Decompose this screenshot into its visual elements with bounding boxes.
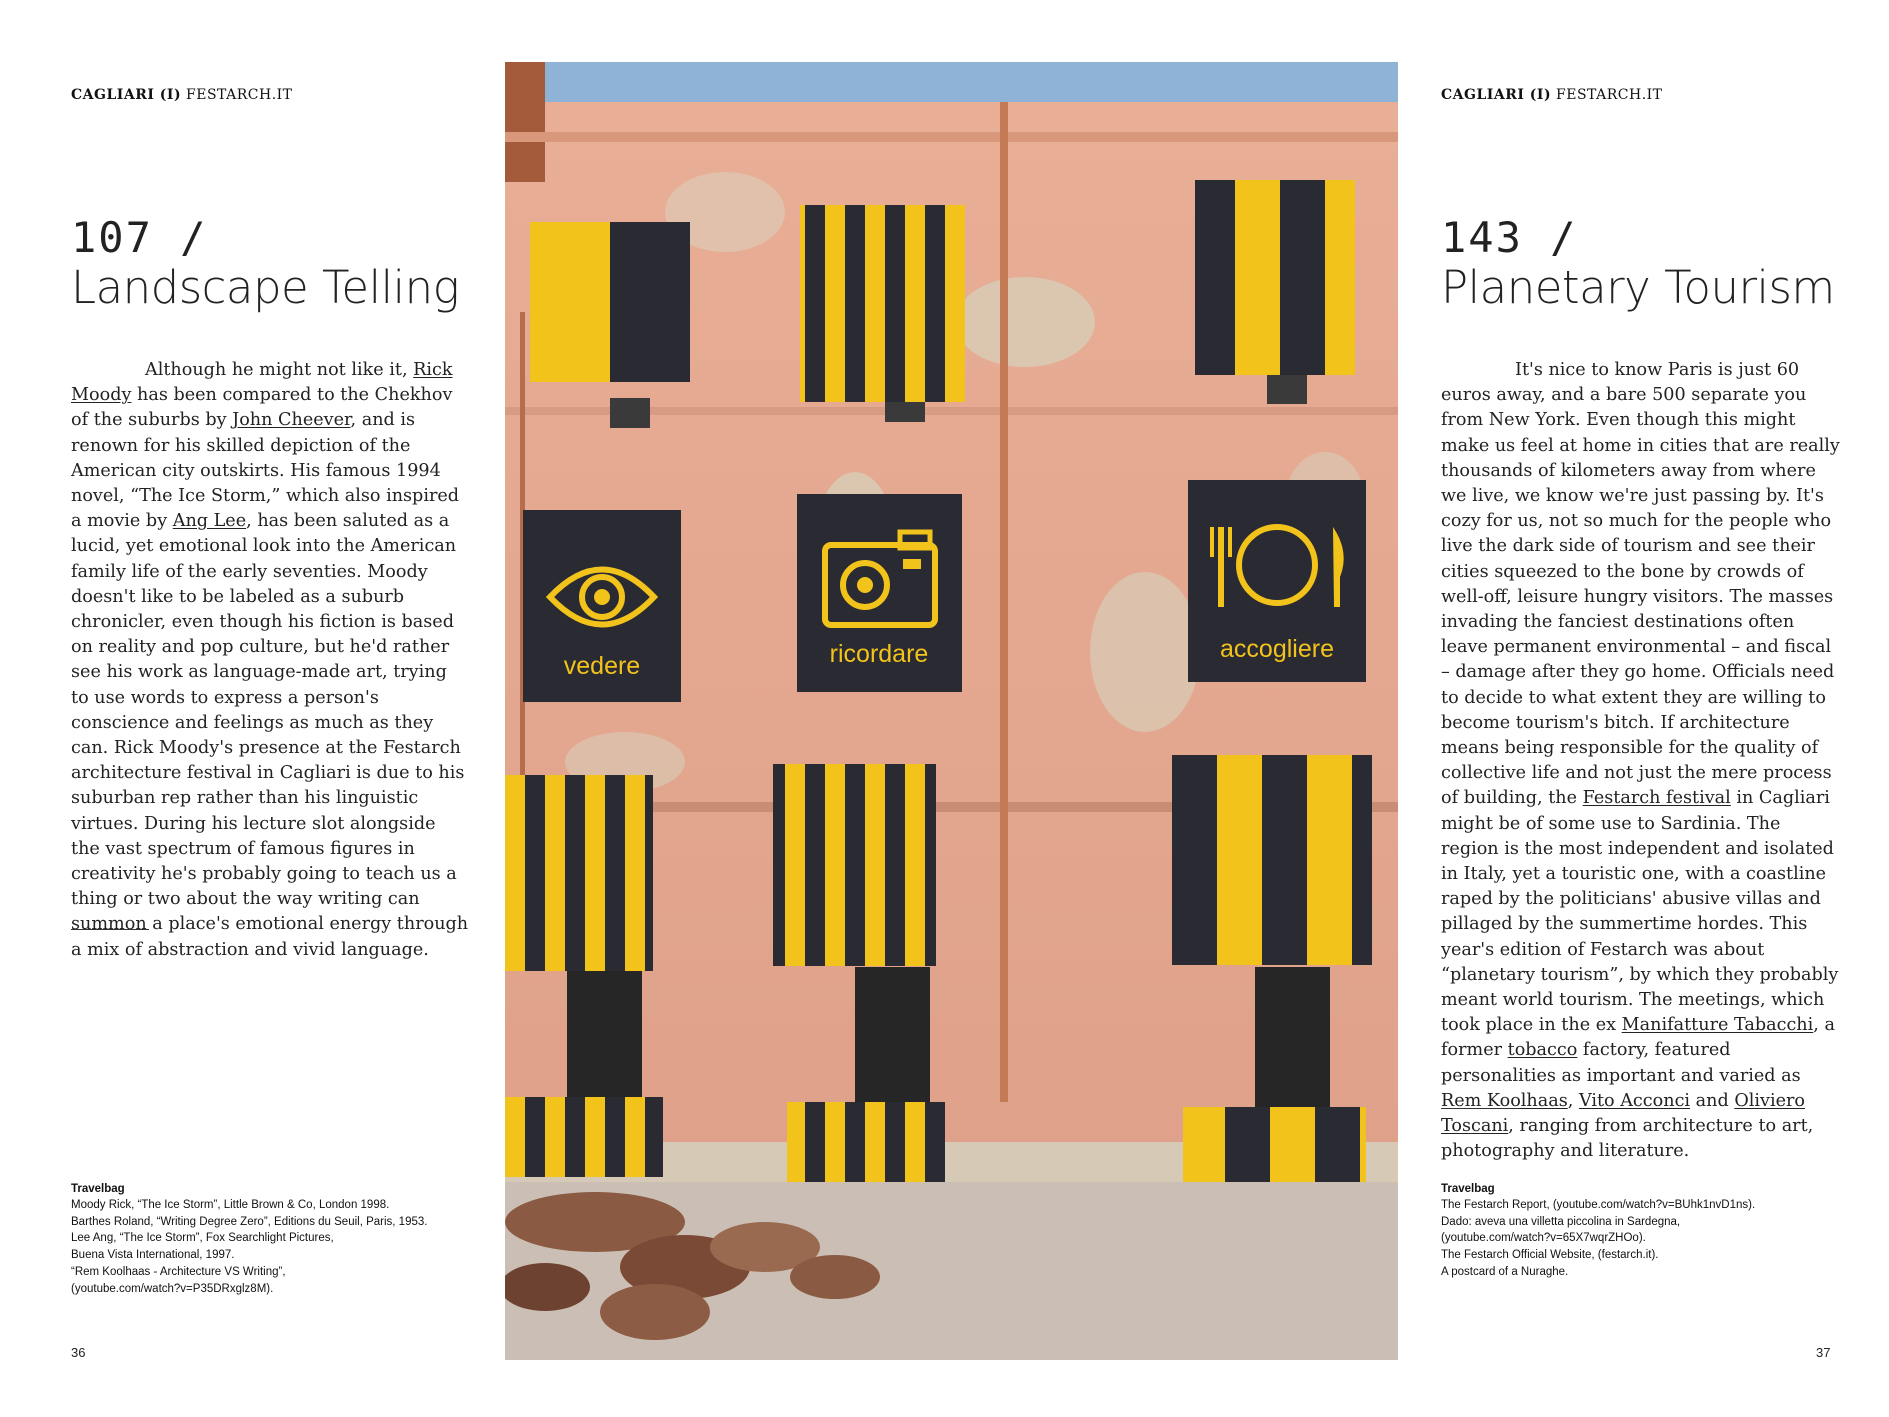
sign-accogliere — [1188, 480, 1366, 682]
travelbag-item: The Festarch Report, (youtube.com/watch?v=BUhk1nvD1ns). — [1441, 1199, 1756, 1211]
travelbag-item: A postcard of a Nuraghe. — [1441, 1265, 1569, 1278]
travelbag-item: Dado: aveva una villetta piccolina in Sardegna, — [1441, 1215, 1681, 1228]
inline-link[interactable]: John Cheever — [232, 410, 351, 431]
banner-bottom-left — [505, 1097, 663, 1177]
inline-link[interactable]: Rick Moody — [71, 360, 453, 406]
left-kicker-site: FESTARCH.IT — [186, 87, 293, 103]
right-article-title: Planetary Tourism — [1441, 261, 1835, 314]
right-article-body — [1441, 358, 1841, 1165]
left-article-body — [71, 358, 469, 963]
right-kicker-site: FESTARCH.IT — [1556, 87, 1663, 103]
body-text: , ranging from architecture to art, photography and literature. — [1441, 1116, 1814, 1162]
banner-top-left — [530, 222, 690, 382]
right-travelbag — [1441, 1183, 1755, 1281]
sign-vedere — [523, 510, 681, 702]
body-text: , — [1567, 1090, 1579, 1111]
sign-label-vedere: vedere — [563, 652, 641, 680]
body-text: It's nice to know Paris is just 60 euros away, and a bare 500 separate you from New York. Even though this might make us feel at home in cities that are really thousands of kilometers away from where we live, we know we're just passing by. It's cozy for us, not so much for the people who live the dark side of tourism and see their cities squeezed to the bone by crowds of well-off, leisure hungry visitors. The masses invading the fanciest destinations often leave permanent environmental – and fiscal – damage after they go home. Officials need to decide to what extent they are willing to become tourism's bitch. If architecture means being responsible for the quality of collective life and not just the mere process of building, the — [1441, 360, 1840, 809]
right-travelbag-list — [1441, 1197, 1755, 1281]
right-end-rule — [1441, 1108, 1519, 1109]
facade-illustration — [505, 62, 1398, 1360]
inline-link[interactable]: tobacco — [1507, 1040, 1578, 1061]
left-article-title: Landscape Telling — [71, 261, 460, 314]
inline-link[interactable]: Festarch festival — [1582, 788, 1731, 809]
left-travelbag — [71, 1183, 427, 1297]
body-text: , and is renown for his skilled depiction of the American city outskirts. His famous 1994 novel, “The Ice Storm,” which also inspired a movie by — [71, 410, 460, 532]
body-text: has been compared to the Chekhov of the suburbs by — [71, 385, 453, 431]
travelbag-item: (youtube.com/watch?v=P35DRxglz8M). — [71, 1282, 274, 1295]
travelbag-item: Buena Vista International, 1997. — [71, 1249, 235, 1262]
travelbag-item: (youtube.com/watch?v=65X7wqrZHOo). — [1441, 1232, 1646, 1245]
left-article-number: 107 / — [71, 213, 208, 262]
banner-mid-center — [773, 764, 936, 966]
left-end-rule — [71, 929, 149, 930]
right-page-number: 37 — [1816, 1345, 1831, 1360]
body-text: in Cagliari might be of some use to Sardinia. The region is the most independent and isolated in Italy, yet a touristic one, with a coastline raped by the politicians' abusive villas and pillaged by the summertime hordes. This year's edition of Festarch was about “planetary tourism”, by which they probably meant world tourism. The meetings, which took place in the ex — [1441, 788, 1839, 1036]
travelbag-item: The Festarch Official Website, (festarch.it). — [1441, 1249, 1659, 1262]
right-article-number: 143 / — [1441, 213, 1578, 262]
right-kicker — [1441, 87, 1663, 103]
travelbag-item: Moody Rick, “The Ice Storm”, Little Brown & Co, London 1998. — [71, 1199, 390, 1211]
building-facade-photo — [505, 62, 1398, 1360]
banner-mid-left — [505, 775, 653, 971]
inline-link[interactable]: Vito Acconci — [1578, 1090, 1691, 1111]
inline-link[interactable]: Rem Koolhaas — [1441, 1090, 1568, 1111]
banner-top-center — [800, 205, 965, 402]
body-text: Although he might not like it, — [145, 360, 414, 380]
left-kicker — [71, 87, 293, 103]
inline-link[interactable]: Ang Lee — [172, 511, 247, 532]
banner-mid-right — [1172, 755, 1372, 965]
sign-label-ricordare: ricordare — [829, 640, 929, 668]
left-kicker-city: CAGLIARI (I) — [71, 87, 182, 103]
left-travelbag-heading: Travelbag — [71, 1183, 125, 1195]
sign-label-accogliere: accogliere — [1220, 635, 1334, 663]
body-text: and — [1690, 1090, 1735, 1111]
inline-link[interactable]: Manifatture Tabacchi — [1621, 1015, 1814, 1036]
right-kicker-city: CAGLIARI (I) — [1441, 87, 1552, 103]
travelbag-item: “Rem Koolhaas - Architecture VS Writing”, — [71, 1265, 286, 1278]
body-text: , a former — [1441, 1015, 1835, 1061]
body-text: , has been saluted as a lucid, yet emotional look into the American family life of the early seventies. Moody doesn't like to be labeled as a suburb chronicler, even though his fiction is based on reality and pop culture, but he'd rather see his work as language-made art, trying to use words to express a person's conscience and feelings as much as they can. Rick Moody's presence at the Festarch architecture festival in Cagliari is due to his suburban rep rather than his linguistic virtues. During his lecture slot alongside the vast spectrum of famous figures in creativity he's probably going to teach us a thing or two about the way writing can summon a place's emotional energy through a mix of abstraction and vivid language. — [71, 511, 469, 960]
banner-top-right — [1195, 180, 1355, 375]
travelbag-item: Barthes Roland, “Writing Degree Zero”, Editions du Seuil, Paris, 1953. — [71, 1215, 428, 1228]
banner-bottom-right — [1183, 1107, 1366, 1187]
banner-bottom-center — [787, 1102, 945, 1182]
sign-ricordare — [797, 494, 962, 692]
right-travelbag-heading: Travelbag — [1441, 1183, 1495, 1195]
travelbag-item: Lee Ang, “The Ice Storm”, Fox Searchlight Pictures, — [71, 1232, 334, 1245]
left-travelbag-list — [71, 1197, 427, 1297]
inline-link[interactable]: Oliviero Toscani — [1441, 1090, 1806, 1137]
body-text: factory, featured personalities as important and varied as — [1441, 1040, 1801, 1086]
left-page-number: 36 — [71, 1345, 86, 1360]
